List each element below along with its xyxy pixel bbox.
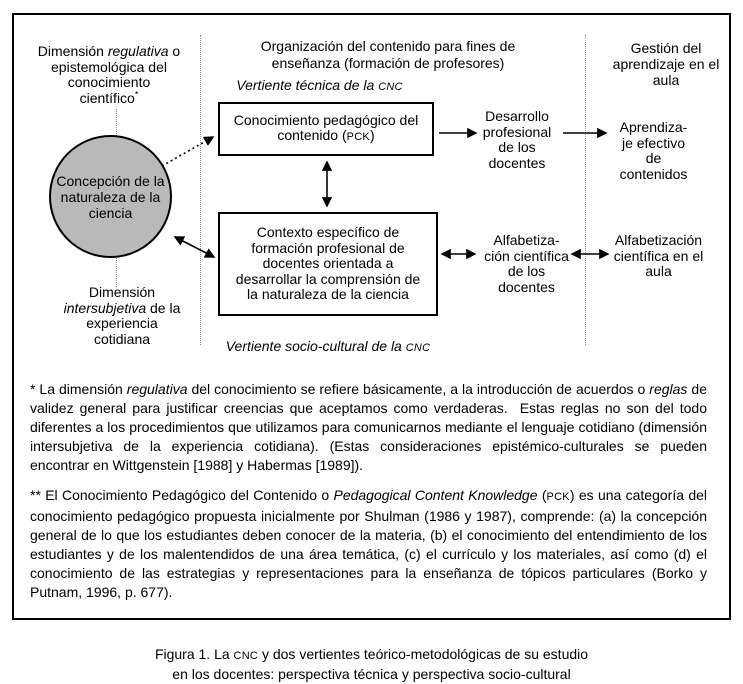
cnc-circle-label: Concepción de la naturaleza de la ciencia [56,172,165,221]
label-dimension-intersubjetiva: Dimensión intersubjetiva de la experiencia cotidiana [63,284,181,347]
footnotes [30,380,707,602]
header-organizacion-contenido: Organización del contenido para fines de enseñanza (formación de profesores) [260,38,516,71]
label-dimension-regulativa: Dimensión regulativa o epistemológica del conocimiento científico* [37,43,181,106]
footnote-pck: ** El Conocimiento Pedagógico del Contenido o Pedagogical Content Knowledge (PCK) es una categoría del conocimiento pedagógico propuesta inicialmente por Shulman (1986 y 1987), comprende: (a) la concepción general de lo que los estudiantes deben conocer de la materia, (b) el conocimiento del entendimiento de los estudiantes y de los malentendidos de una área temática, (c) el currículo y los materiales, así como (d) el conocimiento de las estrategias y representaciones para la enseñanza de tópicos particulares (Borko y Putnam, 1996, p. 677). [30,487,708,600]
node-desarrollo-profesional: Desarrollo profesional de los docentes [482,108,552,171]
node-alfabetizacion-docentes: Alfabetiza- ción científica de los docentes [484,232,569,295]
footnote-regulativa: * La dimensión regulativa del conocimiento se refiere básicamente, a la introducción de acuerdos o reglas de validez general para justificar creencias que aceptamos como verdaderas. Estas reglas no son del todo diferentes a los procedimientos que utilizamos para comunicarnos mediante el lenguaje cotidiano (dimensión intersubjetiva de la experiencia cotidiana). (Estas consideraciones epistémico-culturales se pueden encontrar en Wittgenstein [1988] y Habermas [1989]). [30,381,707,473]
label-vertiente-sociocultural: Vertiente socio-cultural de la CNC [225,338,431,354]
node-alfabetizacion-aula: Alfabetización científica en el aula [613,232,704,279]
figure-caption: Figura 1. La CNC y dos vertientes teórico-metodológicas de su estudio en los docentes: perspectiva técnica y perspectiva socio-cultural [154,646,589,682]
box-pck-label: Conocimiento pedagógico del contenido (PCK) [233,111,419,143]
connector-regulativa-circle [116,109,117,136]
cnc-circle [49,135,172,258]
label-vertiente-tecnica: Vertiente técnica de la CNC [236,77,403,93]
box-contexto-label: Contexto específico de formación profesional de docentes orientada a desarrollar la comprensión de la naturaleza de la ciencia [235,224,421,303]
node-aprendizaje-efectivo: Aprendiza- je efectivo de contenidos [619,119,688,182]
box-pck [218,102,434,156]
connector-circle-intersubjetiva [116,258,117,287]
box-contexto-especifico [218,212,438,316]
column-separator-right [585,35,586,345]
header-gestion-aprendizaje: Gestión del aprendizaje en el aula [612,40,720,88]
